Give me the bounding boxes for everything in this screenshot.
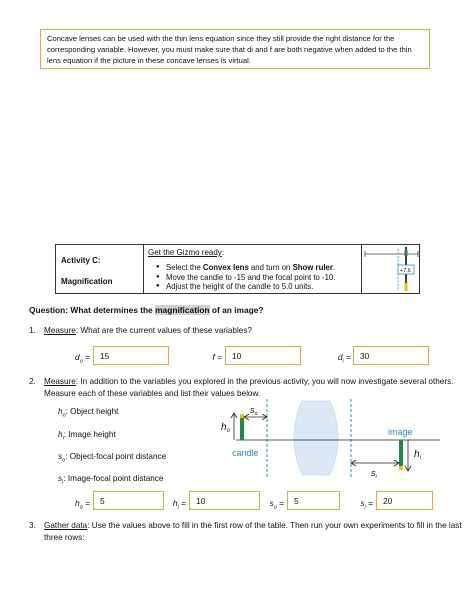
image-shape bbox=[399, 440, 403, 466]
hi-field[interactable]: 10 bbox=[189, 491, 260, 510]
activity-label-cell bbox=[56, 245, 144, 293]
lens-diagram-svg bbox=[216, 397, 442, 479]
f-field[interactable]: 10 bbox=[225, 346, 301, 365]
di-field[interactable]: 30 bbox=[353, 346, 429, 365]
concave-lens-note bbox=[40, 29, 430, 69]
gizmo-step: ● Move the candle to -15 and the focal point to -10. bbox=[156, 273, 335, 283]
gizmo-steps bbox=[156, 263, 335, 292]
activity-name: Magnification bbox=[61, 277, 113, 286]
candle-shape bbox=[240, 418, 244, 440]
si-field[interactable]: 20 bbox=[376, 491, 433, 510]
item-number: 3. bbox=[29, 521, 36, 530]
gizmo-thumbnail bbox=[362, 245, 421, 293]
thumbnail-value: +7.6 bbox=[400, 268, 411, 274]
so-diagram-label: $s_o$ bbox=[250, 405, 258, 417]
ho-field[interactable]: 5 bbox=[93, 491, 164, 510]
var-def-hi: $h_i$: Image height bbox=[58, 430, 116, 442]
var-def-ho: $h_o$: Object height bbox=[58, 407, 119, 419]
var-def-si: $s_i$: Image-focal point distance bbox=[58, 474, 164, 486]
so-label: $s_o$ = bbox=[269, 498, 284, 511]
hi-label: $h_i$ = bbox=[172, 498, 186, 511]
gizmo-thumbnail-image bbox=[362, 245, 421, 295]
so-field[interactable]: 5 bbox=[287, 491, 340, 510]
ho-label: $h_o$ = bbox=[75, 498, 90, 511]
question-heading: Question: What determines the magnification of an image? bbox=[29, 305, 264, 315]
si-diagram-label: $s_i$ bbox=[371, 468, 377, 479]
question-highlight: magnification bbox=[155, 305, 210, 315]
var-def-so: $s_o$: Object-focal point distance bbox=[58, 452, 167, 464]
di-label: $d_i$ = bbox=[337, 352, 351, 365]
ho-diagram-label: $h_o$ bbox=[221, 422, 230, 434]
item-text: Measure: What are the current values of these variables? bbox=[44, 326, 252, 335]
do-field[interactable]: 15 bbox=[93, 346, 169, 365]
note-text: Concave lenses can be used with the thin lens equation since they still provide the right distance for the corresponding variable. However, you must make sure that di and f are both negative when added to the thin lens equation if the picture in these concave lenses is virtual. bbox=[47, 34, 412, 65]
do-label: $d_o$ = bbox=[75, 352, 90, 365]
item-number: 2. bbox=[29, 377, 36, 386]
hi-diagram-label: $h_i$ bbox=[414, 449, 421, 461]
lens-diagram bbox=[216, 397, 442, 479]
gizmo-step: ● Adjust the height of the candle to 5.0 units. bbox=[156, 282, 335, 292]
f-label: f = bbox=[212, 352, 222, 362]
activity-instructions-cell bbox=[144, 245, 362, 293]
activity-table bbox=[55, 244, 420, 294]
convex-lens-shape bbox=[294, 401, 338, 475]
candle-flame bbox=[240, 414, 244, 418]
gizmo-step: ● Select the Convex lens and turn on Show ruler. bbox=[156, 263, 335, 273]
gizmo-title: Get the Gizmo ready: bbox=[148, 248, 225, 257]
candle-label: candle bbox=[232, 448, 259, 458]
item-text: Gather data: Use the values above to fill in the first row of the table. Then run your own experiments to fill in the last three rows: bbox=[44, 521, 462, 542]
item-text: Measure: In addition to the variables you explored in the previous activity, you will now investigate several others. Measure each of these variables and list their values below. bbox=[44, 377, 454, 398]
item-number: 1. bbox=[29, 326, 36, 335]
image-label: image bbox=[388, 427, 413, 437]
image-flame bbox=[399, 466, 403, 470]
activity-label: Activity C: bbox=[61, 256, 101, 265]
si-label: $s_i$ = bbox=[360, 498, 373, 511]
